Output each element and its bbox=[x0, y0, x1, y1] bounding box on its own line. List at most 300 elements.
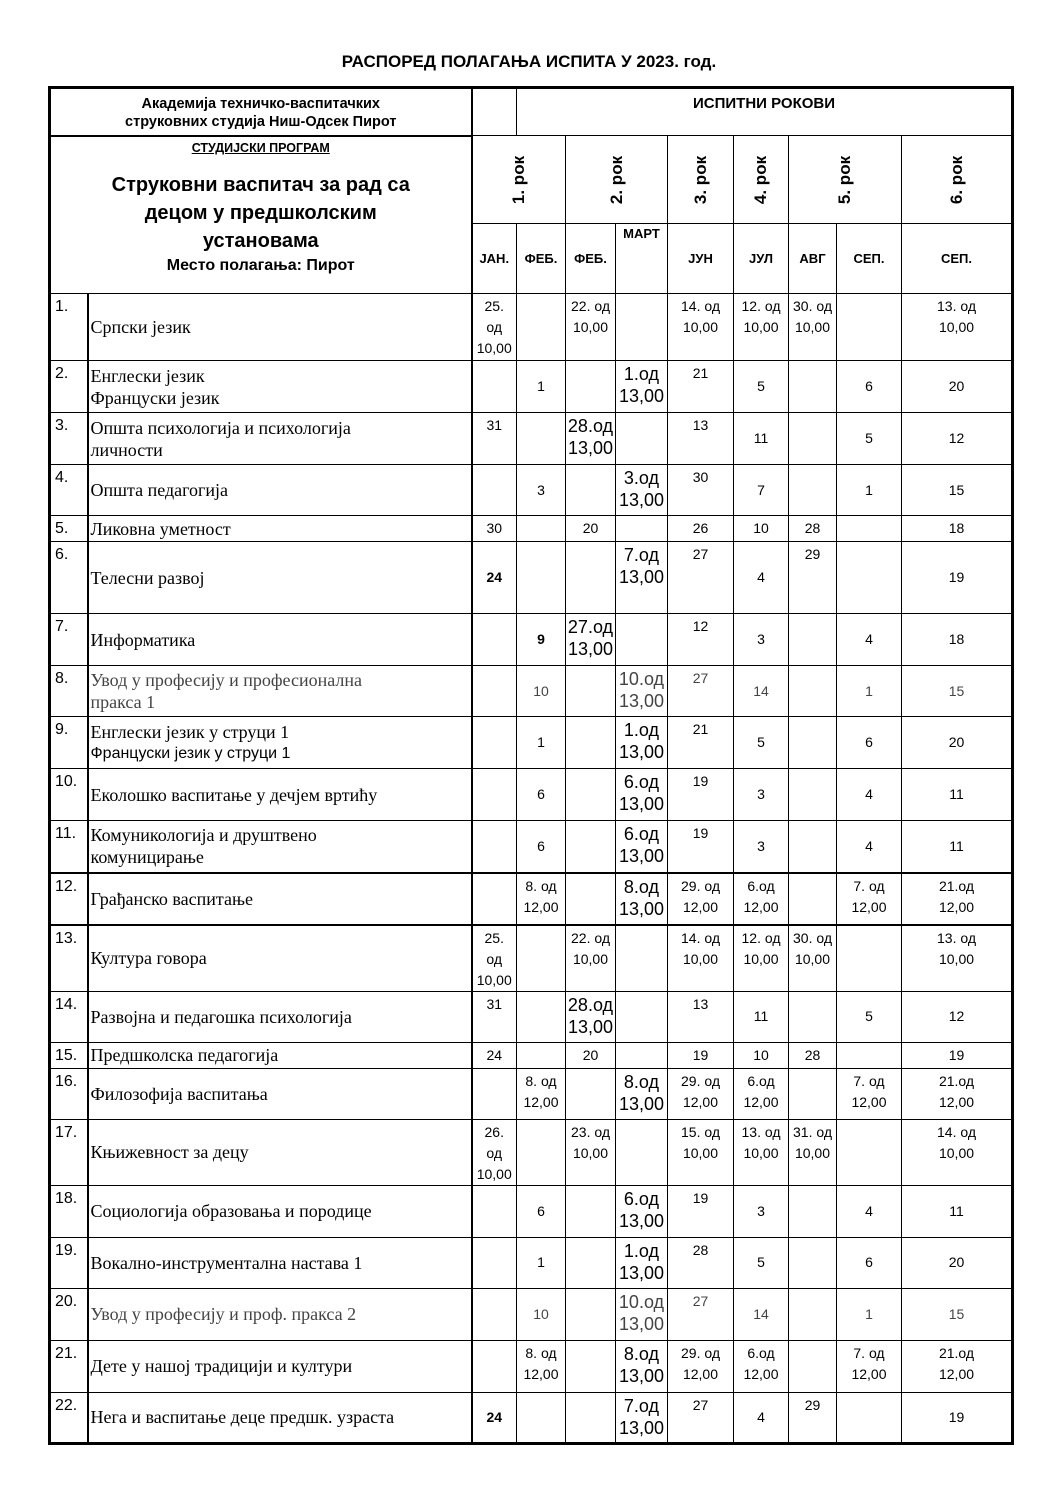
schedule-cell: 4 bbox=[837, 614, 902, 666]
schedule-cell: 13 bbox=[668, 991, 734, 1042]
schedule-cell: 28.од 13,00 bbox=[566, 413, 616, 465]
subject-name bbox=[88, 1119, 472, 1185]
schedule-cell: 20 bbox=[902, 1237, 1013, 1288]
schedule-cell bbox=[517, 294, 566, 361]
schedule-cell bbox=[517, 413, 566, 465]
schedule-cell bbox=[789, 361, 837, 413]
schedule-cell bbox=[566, 542, 616, 614]
schedule-cell: 19 bbox=[668, 1185, 734, 1237]
schedule-cell: 6.од 12,00 bbox=[734, 873, 789, 925]
schedule-cell: 6.од 13,00 bbox=[616, 1185, 668, 1237]
row-number: 6. bbox=[50, 542, 88, 614]
row-number: 14. bbox=[50, 991, 88, 1042]
schedule-cell: 11 bbox=[902, 1185, 1013, 1237]
schedule-cell: 14. од 10,00 bbox=[668, 925, 734, 992]
schedule-cell: 18 bbox=[902, 516, 1013, 542]
schedule-cell bbox=[517, 542, 566, 614]
period-5-label: 5. рок bbox=[835, 155, 854, 204]
schedule-cell: 3.од 13,00 bbox=[616, 465, 668, 516]
table-row bbox=[50, 413, 1013, 465]
schedule-cell: 28.од 13,00 bbox=[566, 991, 616, 1042]
schedule-cell: 10.од 13,00 bbox=[616, 666, 668, 717]
schedule-cell: 10.од 13,00 bbox=[616, 1288, 668, 1340]
schedule-cell bbox=[789, 873, 837, 925]
schedule-cell: 1 bbox=[837, 666, 902, 717]
schedule-cell: 6.од 12,00 bbox=[734, 1340, 789, 1392]
schedule-cell: 5 bbox=[734, 1237, 789, 1288]
schedule-cell: 3 bbox=[734, 769, 789, 821]
institution-line-1: Академија техничко-васпитачких bbox=[141, 96, 380, 112]
schedule-cell: 21.од 12,00 bbox=[902, 1068, 1013, 1119]
schedule-cell: 31 bbox=[472, 413, 517, 465]
schedule-cell: 14 bbox=[734, 1288, 789, 1340]
subject-name bbox=[88, 991, 472, 1042]
table-row bbox=[50, 1340, 1013, 1392]
schedule-cell: 29 bbox=[789, 1392, 837, 1443]
schedule-cell: 5 bbox=[734, 717, 789, 769]
row-number: 2. bbox=[50, 361, 88, 413]
month-jun: ЈУН bbox=[668, 224, 734, 294]
table-row bbox=[50, 1185, 1013, 1237]
schedule-cell: 24 bbox=[472, 542, 517, 614]
row-number: 13. bbox=[50, 925, 88, 992]
schedule-cell: 3 bbox=[734, 821, 789, 873]
schedule-cell: 12 bbox=[902, 991, 1013, 1042]
subject-line: Комуникологија и друштвено bbox=[90, 825, 317, 846]
table-row bbox=[50, 1237, 1013, 1288]
subject-name bbox=[88, 925, 472, 992]
schedule-cell bbox=[837, 1119, 902, 1185]
schedule-cell: 3 bbox=[734, 1185, 789, 1237]
period-6-label: 6. рок bbox=[946, 155, 966, 204]
table-row bbox=[50, 1288, 1013, 1340]
schedule-cell bbox=[616, 413, 668, 465]
schedule-cell: 4 bbox=[837, 1185, 902, 1237]
schedule-cell: 13 bbox=[668, 413, 734, 465]
schedule-cell bbox=[566, 1068, 616, 1119]
schedule-cell bbox=[789, 1340, 837, 1392]
schedule-cell bbox=[472, 361, 517, 413]
schedule-cell: 6 bbox=[837, 717, 902, 769]
schedule-cell bbox=[566, 873, 616, 925]
schedule-cell bbox=[472, 1288, 517, 1340]
table-row bbox=[50, 717, 1013, 769]
subject-name bbox=[88, 542, 472, 614]
schedule-cell bbox=[837, 925, 902, 992]
row-number: 15. bbox=[50, 1042, 88, 1068]
subject-line: пракса 1 bbox=[90, 692, 156, 712]
period-2 bbox=[566, 136, 668, 224]
schedule-cell: 22. од 10,00 bbox=[566, 294, 616, 361]
subject-name bbox=[88, 821, 472, 873]
row-number: 1. bbox=[50, 294, 88, 361]
schedule-cell: 13. од 10,00 bbox=[734, 1119, 789, 1185]
schedule-cell: 27 bbox=[668, 1288, 734, 1340]
schedule-cell: 4 bbox=[734, 1392, 789, 1443]
schedule-cell: 31. од 10,00 bbox=[789, 1119, 837, 1185]
subject-line: Увод у професију и проф. пракса 2 bbox=[90, 1304, 357, 1324]
schedule-cell bbox=[472, 614, 517, 666]
schedule-cell bbox=[472, 717, 517, 769]
row-number: 4. bbox=[50, 465, 88, 516]
document-title: РАСПОРЕД ПОЛАГАЊА ИСПИТА У 2023. год. bbox=[341, 52, 717, 71]
schedule-cell: 20 bbox=[566, 516, 616, 542]
row-number: 22. bbox=[50, 1392, 88, 1443]
schedule-cell: 8. од 12,00 bbox=[517, 1068, 566, 1119]
schedule-cell bbox=[472, 1340, 517, 1392]
schedule-cell: 20 bbox=[566, 1042, 616, 1068]
subject-line: Дете у нашој традицији и култури bbox=[90, 1356, 353, 1376]
row-number: 3. bbox=[50, 413, 88, 465]
schedule-cell: 19 bbox=[668, 1042, 734, 1068]
schedule-cell: 12. од 10,00 bbox=[734, 925, 789, 992]
schedule-cell: 25. од 10,00 bbox=[472, 294, 517, 361]
period-3 bbox=[668, 136, 734, 224]
subject-line: личности bbox=[90, 439, 163, 460]
schedule-cell: 1 bbox=[837, 1288, 902, 1340]
schedule-cell: 6 bbox=[517, 821, 566, 873]
table-row bbox=[50, 614, 1013, 666]
schedule-cell: 6 bbox=[517, 769, 566, 821]
table-row bbox=[50, 1042, 1013, 1068]
subject-name bbox=[88, 1068, 472, 1119]
table-row bbox=[50, 542, 1013, 614]
subject-line: Француски језик у струци 1 bbox=[90, 744, 291, 762]
schedule-cell: 11 bbox=[902, 769, 1013, 821]
schedule-cell bbox=[789, 1288, 837, 1340]
schedule-cell bbox=[789, 769, 837, 821]
schedule-cell: 1 bbox=[517, 361, 566, 413]
schedule-cell bbox=[566, 666, 616, 717]
schedule-cell: 8.од 13,00 bbox=[616, 1340, 668, 1392]
schedule-cell bbox=[566, 1340, 616, 1392]
schedule-cell: 26. од 10,00 bbox=[472, 1119, 517, 1185]
schedule-cell: 20 bbox=[902, 717, 1013, 769]
schedule-cell bbox=[789, 1237, 837, 1288]
table-row bbox=[50, 873, 1013, 925]
schedule-cell bbox=[566, 1237, 616, 1288]
row-number: 9. bbox=[50, 717, 88, 769]
schedule-cell: 1.од 13,00 bbox=[616, 1237, 668, 1288]
schedule-cell bbox=[616, 294, 668, 361]
schedule-cell: 1.од 13,00 bbox=[616, 361, 668, 413]
table-row bbox=[50, 516, 1013, 542]
period-5 bbox=[789, 136, 902, 224]
month-feb-2: ФЕБ. bbox=[566, 224, 616, 294]
schedule-cell: 10 bbox=[734, 516, 789, 542]
schedule-cell: 31 bbox=[472, 991, 517, 1042]
schedule-cell bbox=[789, 666, 837, 717]
schedule-cell: 22. од 10,00 bbox=[566, 925, 616, 992]
period-4-label: 4. рок bbox=[751, 155, 770, 204]
schedule-cell bbox=[616, 925, 668, 992]
schedule-cell: 6 bbox=[837, 361, 902, 413]
schedule-cell: 6.од 13,00 bbox=[616, 821, 668, 873]
schedule-cell: 30 bbox=[668, 465, 734, 516]
schedule-cell: 12 bbox=[668, 614, 734, 666]
schedule-cell bbox=[472, 769, 517, 821]
subject-name bbox=[88, 361, 472, 413]
month-sep-1: СЕП. bbox=[837, 224, 902, 294]
schedule-cell: 24 bbox=[472, 1392, 517, 1443]
subject-line: Ликовна уметност bbox=[90, 518, 231, 539]
subject-line: Општа педагогија bbox=[90, 480, 229, 500]
subject-line: Телесни развој bbox=[90, 567, 205, 588]
schedule-cell: 6.од 13,00 bbox=[616, 769, 668, 821]
schedule-cell: 6.од 12,00 bbox=[734, 1068, 789, 1119]
subject-line: Развојна и педагошка психологија bbox=[90, 1006, 352, 1027]
schedule-cell bbox=[789, 1185, 837, 1237]
schedule-cell bbox=[566, 1288, 616, 1340]
subject-name bbox=[88, 294, 472, 361]
schedule-cell: 1 bbox=[517, 717, 566, 769]
row-number: 7. bbox=[50, 614, 88, 666]
schedule-cell: 3 bbox=[517, 465, 566, 516]
schedule-cell bbox=[472, 1068, 517, 1119]
table-row bbox=[50, 991, 1013, 1042]
schedule-cell bbox=[566, 769, 616, 821]
schedule-cell: 7. од 12,00 bbox=[837, 1340, 902, 1392]
period-3-label: 3. рок bbox=[690, 155, 710, 204]
schedule-cell: 1.од 13,00 bbox=[616, 717, 668, 769]
table-row bbox=[50, 465, 1013, 516]
schedule-cell: 28 bbox=[668, 1237, 734, 1288]
schedule-cell bbox=[472, 666, 517, 717]
subject-line: Енглески језик у струци 1 bbox=[90, 721, 290, 742]
schedule-cell bbox=[566, 821, 616, 873]
schedule-cell: 5 bbox=[837, 991, 902, 1042]
program-header bbox=[50, 136, 472, 294]
subject-line: Еколошко васпитање у дечјем вртићу bbox=[90, 784, 378, 805]
schedule-cell bbox=[517, 516, 566, 542]
subject-line: Енглески језик bbox=[90, 365, 205, 386]
subject-line: комуницирање bbox=[90, 847, 204, 868]
table-row bbox=[50, 361, 1013, 413]
subject-line: Вокално-инструментална настава 1 bbox=[90, 1252, 363, 1273]
schedule-cell: 10 bbox=[517, 1288, 566, 1340]
schedule-cell: 28 bbox=[789, 1042, 837, 1068]
schedule-cell: 10 bbox=[517, 666, 566, 717]
schedule-cell: 19 bbox=[668, 769, 734, 821]
subject-line: Француски језик bbox=[90, 387, 220, 408]
schedule-cell: 14. од 10,00 bbox=[668, 294, 734, 361]
schedule-cell: 23. од 10,00 bbox=[566, 1119, 616, 1185]
row-number: 19. bbox=[50, 1237, 88, 1288]
subject-line: Општа психологија и психологија bbox=[90, 417, 351, 438]
header-spacer bbox=[472, 88, 517, 136]
schedule-cell bbox=[472, 1185, 517, 1237]
schedule-cell: 19 bbox=[902, 1042, 1013, 1068]
schedule-cell: 18 bbox=[902, 614, 1013, 666]
program-label: СТУДИЈСКИ ПРОГРАМ bbox=[191, 140, 330, 155]
schedule-cell: 27 bbox=[668, 1392, 734, 1443]
schedule-cell bbox=[517, 1042, 566, 1068]
schedule-cell bbox=[472, 873, 517, 925]
schedule-cell: 30. од 10,00 bbox=[789, 294, 837, 361]
schedule-cell: 21 bbox=[668, 361, 734, 413]
month-aug: АВГ bbox=[789, 224, 837, 294]
row-number: 5. bbox=[50, 516, 88, 542]
subject-line: Информатика bbox=[90, 629, 196, 650]
schedule-cell bbox=[789, 991, 837, 1042]
schedule-cell bbox=[472, 1237, 517, 1288]
subject-name bbox=[88, 1185, 472, 1237]
program-name-line-1: Струковни васпитач за рад са bbox=[111, 173, 410, 196]
subject-line: Предшколска педагогија bbox=[90, 1045, 279, 1065]
schedule-cell: 6 bbox=[837, 1237, 902, 1288]
row-number: 16. bbox=[50, 1068, 88, 1119]
schedule-cell: 8. од 12,00 bbox=[517, 1340, 566, 1392]
period-4 bbox=[734, 136, 789, 224]
schedule-cell: 4 bbox=[837, 769, 902, 821]
schedule-cell bbox=[837, 1042, 902, 1068]
exam-periods-header: ИСПИТНИ РОКОВИ bbox=[517, 88, 1013, 136]
schedule-cell: 27.од 13,00 bbox=[566, 614, 616, 666]
schedule-cell: 12. од 10,00 bbox=[734, 294, 789, 361]
schedule-cell: 4 bbox=[837, 821, 902, 873]
schedule-cell: 21.од 12,00 bbox=[902, 1340, 1013, 1392]
schedule-cell: 11 bbox=[734, 413, 789, 465]
schedule-cell: 30 bbox=[472, 516, 517, 542]
schedule-cell: 29 bbox=[789, 542, 837, 614]
program-name bbox=[51, 171, 471, 255]
subject-line: Култура говора bbox=[90, 948, 207, 968]
schedule-cell bbox=[566, 717, 616, 769]
table-row bbox=[50, 294, 1013, 361]
subject-line: Нега и васпитање деце предшк. узраста bbox=[90, 1407, 395, 1427]
schedule-cell bbox=[472, 465, 517, 516]
month-jan: ЈАН. bbox=[472, 224, 517, 294]
table-row bbox=[50, 821, 1013, 873]
schedule-cell: 15 bbox=[902, 1288, 1013, 1340]
subject-name bbox=[88, 465, 472, 516]
schedule-cell: 10 bbox=[734, 1042, 789, 1068]
schedule-cell: 11 bbox=[902, 821, 1013, 873]
schedule-cell: 7. од 12,00 bbox=[837, 873, 902, 925]
schedule-cell bbox=[472, 821, 517, 873]
subject-name bbox=[88, 666, 472, 717]
schedule-cell bbox=[517, 991, 566, 1042]
month-mar: МАРТ bbox=[616, 224, 668, 294]
schedule-cell bbox=[566, 465, 616, 516]
schedule-cell bbox=[789, 1068, 837, 1119]
table-row bbox=[50, 666, 1013, 717]
schedule-cell: 11 bbox=[734, 991, 789, 1042]
schedule-cell: 3 bbox=[734, 614, 789, 666]
subject-name bbox=[88, 1042, 472, 1068]
schedule-cell: 7. од 12,00 bbox=[837, 1068, 902, 1119]
institution-header bbox=[50, 88, 472, 136]
schedule-cell bbox=[789, 614, 837, 666]
subject-line: Филозофија васпитања bbox=[90, 1083, 268, 1104]
subject-name bbox=[88, 769, 472, 821]
schedule-cell: 20 bbox=[902, 361, 1013, 413]
table-row bbox=[50, 769, 1013, 821]
program-name-line-3: установама bbox=[202, 229, 319, 252]
schedule-cell: 13. од 10,00 bbox=[902, 925, 1013, 992]
subject-name bbox=[88, 413, 472, 465]
subject-line: Увод у професију и професионална bbox=[90, 670, 362, 690]
schedule-cell: 14. од 10,00 bbox=[902, 1119, 1013, 1185]
schedule-cell: 25. од 10,00 bbox=[472, 925, 517, 992]
row-number: 11. bbox=[50, 821, 88, 873]
subject-line: Социологија образовања и породице bbox=[90, 1201, 372, 1221]
row-number: 12. bbox=[50, 873, 88, 925]
subject-name bbox=[88, 614, 472, 666]
schedule-cell: 26 bbox=[668, 516, 734, 542]
schedule-cell: 1 bbox=[517, 1237, 566, 1288]
program-name-line-2: децом у предшколским bbox=[144, 201, 377, 224]
table-row bbox=[50, 925, 1013, 992]
schedule-cell: 19 bbox=[668, 821, 734, 873]
schedule-cell bbox=[517, 925, 566, 992]
schedule-cell: 15. од 10,00 bbox=[668, 1119, 734, 1185]
subject-name bbox=[88, 1340, 472, 1392]
row-number: 10. bbox=[50, 769, 88, 821]
schedule-cell bbox=[789, 465, 837, 516]
schedule-cell: 29. од 12,00 bbox=[668, 873, 734, 925]
period-1-label: 1. рок bbox=[508, 155, 528, 204]
schedule-cell bbox=[789, 717, 837, 769]
schedule-cell: 7 bbox=[734, 465, 789, 516]
schedule-cell bbox=[789, 413, 837, 465]
schedule-cell: 6 bbox=[517, 1185, 566, 1237]
schedule-cell: 8.од 13,00 bbox=[616, 873, 668, 925]
schedule-cell: 1 bbox=[837, 465, 902, 516]
schedule-cell bbox=[616, 516, 668, 542]
subject-name bbox=[88, 717, 472, 769]
schedule-cell: 8.од 13,00 bbox=[616, 1068, 668, 1119]
schedule-cell: 30. од 10,00 bbox=[789, 925, 837, 992]
schedule-cell bbox=[789, 821, 837, 873]
row-number: 20. bbox=[50, 1288, 88, 1340]
schedule-cell: 19 bbox=[902, 1392, 1013, 1443]
schedule-cell: 5 bbox=[734, 361, 789, 413]
row-number: 17. bbox=[50, 1119, 88, 1185]
subject-name bbox=[88, 1288, 472, 1340]
schedule-cell: 7.од 13,00 bbox=[616, 1392, 668, 1443]
row-number: 8. bbox=[50, 666, 88, 717]
period-1 bbox=[472, 136, 566, 224]
institution-line-2: струковних студија Ниш-Одсек Пирот bbox=[125, 114, 397, 130]
schedule-cell bbox=[837, 294, 902, 361]
table-row bbox=[50, 1392, 1013, 1443]
schedule-cell: 19 bbox=[902, 542, 1013, 614]
schedule-cell bbox=[837, 1392, 902, 1443]
subject-line: Српски језик bbox=[90, 317, 191, 337]
schedule-cell: 8. од 12,00 bbox=[517, 873, 566, 925]
period-6 bbox=[902, 136, 1013, 224]
schedule-cell bbox=[837, 516, 902, 542]
period-2-label: 2. рок bbox=[606, 155, 626, 204]
schedule-cell: 27 bbox=[668, 542, 734, 614]
schedule-cell: 13. од 10,00 bbox=[902, 294, 1013, 361]
schedule-cell bbox=[517, 1392, 566, 1443]
month-feb-1: ФЕБ. bbox=[517, 224, 566, 294]
month-jul: ЈУЛ bbox=[734, 224, 789, 294]
subject-name bbox=[88, 1392, 472, 1443]
subject-line: Грађанско васпитање bbox=[90, 888, 253, 909]
subject-name bbox=[88, 516, 472, 542]
schedule-cell: 24 bbox=[472, 1042, 517, 1068]
schedule-cell bbox=[616, 1042, 668, 1068]
schedule-cell bbox=[616, 614, 668, 666]
schedule-cell: 29. од 12,00 bbox=[668, 1340, 734, 1392]
exam-location: Место полагања: Пирот bbox=[166, 256, 355, 274]
schedule-cell: 12 bbox=[902, 413, 1013, 465]
schedule-cell: 15 bbox=[902, 666, 1013, 717]
schedule-cell bbox=[566, 1392, 616, 1443]
